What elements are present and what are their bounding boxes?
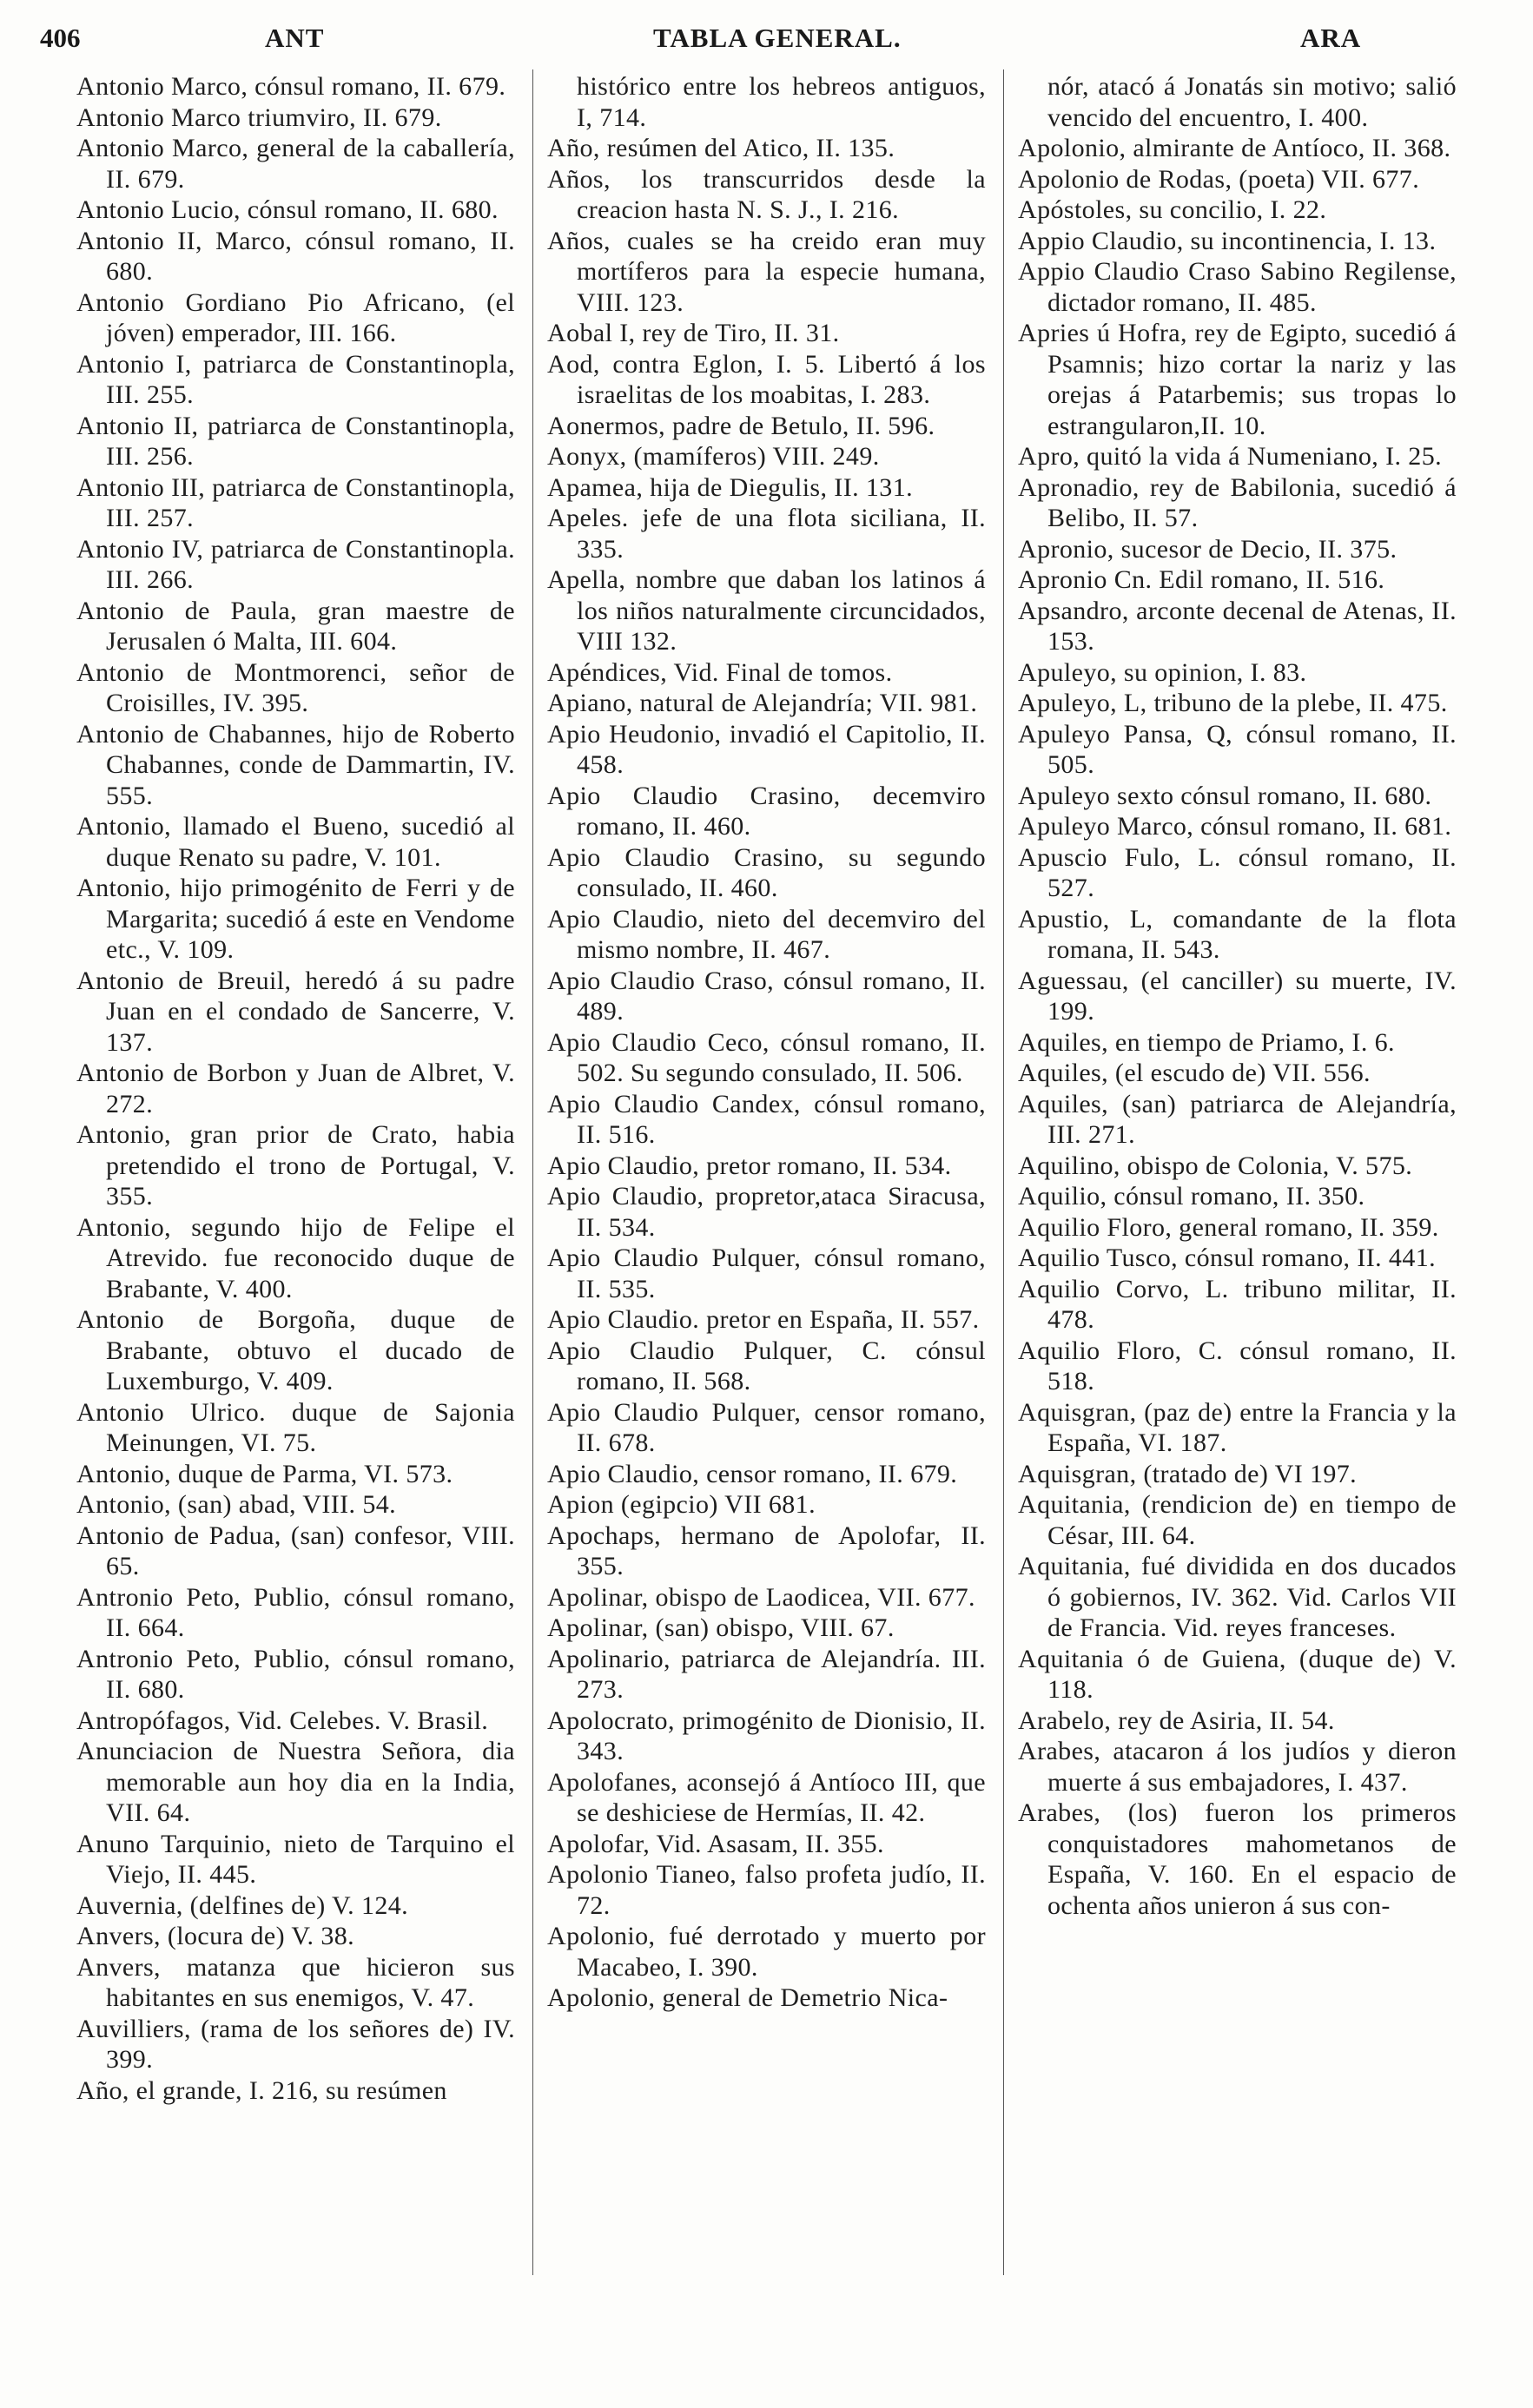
index-entry: Año, el grande, I. 216, su resúmen bbox=[76, 2075, 447, 2105]
index-entry: Apolonio, almirante de Antíoco, II. 368. bbox=[1018, 134, 1451, 162]
index-entry: Antronio Peto, Publio, cónsul romano, II. 664. bbox=[76, 1582, 515, 1642]
index-entry: Apeles. jefe de una flota siciliana, II. 335. bbox=[547, 504, 986, 564]
index-entry: Appio Claudio, su incontinencia, I. 13. bbox=[1018, 226, 1437, 255]
index-entry: Aod, contra Eglon, I. 5. Libertó á los israelitas de los moabitas, I. 283. bbox=[547, 349, 986, 409]
index-entry: Antonio Gordiano Pio Africano, (el jóven) emperador, III. 166. bbox=[76, 287, 515, 347]
index-entry: Apolonio de Rodas, (poeta) VII. 677. bbox=[1018, 164, 1420, 194]
index-entry: Antonio I, patriarca de Constantinopla, III. 255. bbox=[76, 349, 515, 409]
index-entry: Aquiles, (el escudo de) VII. 556. bbox=[1018, 1059, 1371, 1087]
index-entry: Aquisgran, (paz de) entre la Francia y la España, VI. 187. bbox=[1018, 1397, 1457, 1457]
index-entry: Antonio de Breuil, heredó á su padre Juan en el condado de Sancerre, V. 137. bbox=[76, 966, 515, 1057]
index-entry: Antonio, duque de Parma, VI. 573. bbox=[76, 1459, 453, 1488]
index-entry: Appio Claudio Craso Sabino Regilense, dictador romano, II. 485. bbox=[1018, 257, 1457, 317]
index-entry: Antonio II, patriarca de Constantinopla, III. 256. bbox=[76, 411, 515, 471]
index-entry: Apio Claudio, propretor,ataca Siracusa, II. 534. bbox=[547, 1182, 986, 1242]
index-entry: Antonio IV, patriarca de Constantinopla. III. 266. bbox=[76, 534, 515, 594]
index-entry: Aquilino, obispo de Colonia, V. 575. bbox=[1018, 1151, 1413, 1180]
index-entry: Apro, quitó la vida á Numeniano, I. 25. bbox=[1018, 442, 1442, 471]
index-entry: Aquitania, (rendicion de) en tiempo de César, III. 64. bbox=[1018, 1490, 1457, 1550]
index-entry: Aquilio Corvo, L. tribuno militar, II. 478. bbox=[1018, 1274, 1457, 1334]
index-entry: Aquiles, (san) patriarca de Alejandría, III. 271. bbox=[1018, 1089, 1457, 1149]
index-entry: Apochaps, hermano de Apolofar, II. 355. bbox=[547, 1521, 986, 1580]
index-entry: Apolocrato, primogénito de Dionisio, II. 343. bbox=[547, 1705, 986, 1765]
index-entry: Antropófagos, Vid. Celebes. V. Brasil. bbox=[76, 1705, 489, 1735]
index-entry: Antonio, (san) abad, VIII. 54. bbox=[76, 1490, 397, 1519]
index-entry: Apio Claudio, nieto del decemviro del mismo nombre, II. 467. bbox=[547, 904, 986, 964]
index-entry: Aquisgran, (tratado de) VI 197. bbox=[1018, 1459, 1358, 1488]
index-entry: Apustio, L, comandante de la flota romana, II. 543. bbox=[1018, 904, 1457, 964]
index-entry: Antronio Peto, Publio, cónsul romano, II. 680. bbox=[76, 1644, 515, 1704]
index-entry: Arabes, atacaron á los judíos y dieron muerte á sus embajadores, I. 437. bbox=[1018, 1737, 1457, 1797]
index-entry: Apuleyo Pansa, Q, cónsul romano, II. 505. bbox=[1018, 719, 1457, 779]
index-entry: Anvers, matanza que hicieron sus habitantes en sus enemigos, V. 47. bbox=[76, 1952, 515, 2012]
page-number: 406 bbox=[40, 23, 81, 53]
index-entry: Antonio Marco triumviro, II. 679. bbox=[76, 102, 442, 132]
index-column-3 bbox=[1018, 71, 1457, 1921]
running-head-left: ANT bbox=[265, 23, 325, 53]
index-entry: Apronio Cn. Edil romano, II. 516. bbox=[1018, 565, 1385, 594]
index-entry: Apsandro, arconte decenal de Atenas, II. 153. bbox=[1018, 596, 1457, 656]
index-entry: Anvers, (locura de) V. 38. bbox=[76, 1922, 355, 1950]
index-column-2 bbox=[547, 71, 986, 2014]
index-entry: Aobal I, rey de Tiro, II. 31. bbox=[547, 319, 840, 347]
index-entry: Años, cuales se ha creido eran muy mortíferos para la especie humana, VIII. 123. bbox=[547, 226, 986, 317]
index-entry-continued: histórico entre los hebreos antiguos, I, 714. bbox=[577, 72, 986, 132]
index-entry: Año, resúmen del Atico, II. 135. bbox=[547, 134, 895, 162]
index-entry: Antonio, segundo hijo de Felipe el Atrevido. fue reconocido duque de Brabante, V. 400. bbox=[76, 1212, 515, 1303]
index-entry: Apolonio Tianeo, falso profeta judío, II. 72. bbox=[547, 1860, 986, 1920]
running-head-right: ARA bbox=[1300, 23, 1362, 53]
index-entry: Apéndices, Vid. Final de tomos. bbox=[547, 657, 893, 687]
index-entry: Apries ú Hofra, rey de Egipto, sucedió á Psamnis; hizo cortar la nariz y las orejas á Patarbemis; sus tropas lo estrangularon,II. 10. bbox=[1018, 319, 1457, 440]
index-entry: Aguessau, (el canciller) su muerte, IV. 199. bbox=[1018, 966, 1457, 1026]
index-entry: Antonio de Borbon y Juan de Albret, V. 272. bbox=[76, 1059, 515, 1118]
index-entry: Apio Claudio Crasino, decemviro romano, II. 460. bbox=[547, 781, 986, 841]
index-entry: Apion (egipcio) VII 681. bbox=[547, 1490, 816, 1519]
column-rule bbox=[1003, 69, 1004, 2275]
index-entry: Apio Claudio, censor romano, II. 679. bbox=[547, 1459, 958, 1488]
index-entry: Antonio de Paula, gran maestre de Jerusalen ó Malta, III. 604. bbox=[76, 596, 515, 656]
index-entry: Antonio de Borgoña, duque de Brabante, obtuvo el ducado de Luxemburgo, V. 409. bbox=[76, 1305, 515, 1395]
index-entry: Apolonio, general de Demetrio Nica- bbox=[547, 1983, 948, 2012]
index-entry: Aonermos, padre de Betulo, II. 596. bbox=[547, 411, 935, 440]
index-entry: Aonyx, (mamíferos) VIII. 249. bbox=[547, 442, 880, 471]
index-entry: Apio Claudio Ceco, cónsul romano, II. 502. Su segundo consulado, II. 506. bbox=[547, 1027, 986, 1087]
index-entry: Antonio Marco, cónsul romano, II. 679. bbox=[76, 72, 506, 101]
index-entry: Apolinar, (san) obispo, VIII. 67. bbox=[547, 1613, 895, 1642]
index-entry: Aquilio Floro, general romano, II. 359. bbox=[1018, 1212, 1439, 1242]
index-entry: Apio Claudio Pulquer, cónsul romano, II. 535. bbox=[547, 1244, 986, 1303]
index-entry: Antonio de Montmorenci, señor de Croisilles, IV. 395. bbox=[76, 657, 515, 717]
index-entry: Apolonio, fué derrotado y muerto por Macabeo, I. 390. bbox=[547, 1922, 986, 1982]
index-entry: Apronio, sucesor de Decio, II. 375. bbox=[1018, 534, 1398, 564]
index-entry: Anuno Tarquinio, nieto de Tarquino el Viejo, II. 445. bbox=[76, 1829, 515, 1889]
index-entry: Apella, nombre que daban los latinos á los niños naturalmente circuncidados, VIII 132. bbox=[547, 565, 986, 656]
index-entry: Antonio, hijo primogénito de Ferri y de Margarita; sucedió á este en Vendome etc., V. 109. bbox=[76, 874, 515, 964]
index-entry: Apolinario, patriarca de Alejandría. III. 273. bbox=[547, 1644, 986, 1704]
index-entry-continued: nór, atacó á Jonatás sin motivo; salió vencido del encuentro, I. 400. bbox=[1047, 72, 1457, 132]
index-entry: Años, los transcurridos desde la creacion hasta N. S. J., I. 216. bbox=[547, 164, 986, 224]
index-entry: Aquilio Floro, C. cónsul romano, II. 518. bbox=[1018, 1336, 1457, 1395]
index-entry: Apronadio, rey de Babilonia, sucedió á Belibo, II. 57. bbox=[1018, 472, 1457, 532]
index-column-1 bbox=[76, 71, 515, 2106]
index-entry: Aquilio Tusco, cónsul romano, II. 441. bbox=[1018, 1244, 1437, 1272]
index-entry: Apamea, hija de Diegulis, II. 131. bbox=[547, 472, 913, 502]
index-entry: Antonio Marco, general de la caballería, II. 679. bbox=[76, 134, 515, 194]
index-entry: Antonio Ulrico. duque de Sajonia Meinungen, VI. 75. bbox=[76, 1397, 515, 1457]
index-entry: Apuleyo, su opinion, I. 83. bbox=[1018, 657, 1307, 687]
index-entry: Apolinar, obispo de Laodicea, VII. 677. bbox=[547, 1582, 975, 1612]
index-entry: Apóstoles, su concilio, I. 22. bbox=[1018, 195, 1327, 224]
index-entry: Aquitania, fué dividida en dos ducados ó gobiernos, IV. 362. Vid. Carlos VII de Francia. Vid. reyes franceses. bbox=[1018, 1552, 1457, 1642]
index-entry: Apolofanes, aconsejó á Antíoco III, que se deshiciese de Hermías, II. 42. bbox=[547, 1767, 986, 1827]
index-entry: Apolofar, Vid. Asasam, II. 355. bbox=[547, 1829, 884, 1858]
index-entry: Arabelo, rey de Asiria, II. 54. bbox=[1018, 1705, 1335, 1735]
index-entry: Apuscio Fulo, L. cónsul romano, II. 527. bbox=[1018, 842, 1457, 902]
index-entry: Antonio de Padua, (san) confesor, VIII. 65. bbox=[76, 1521, 515, 1580]
index-entry: Apuleyo sexto cónsul romano, II. 680. bbox=[1018, 781, 1432, 810]
index-entry: Aquiles, en tiempo de Priamo, I. 6. bbox=[1018, 1027, 1395, 1057]
index-entry: Auvernia, (delfines de) V. 124. bbox=[76, 1890, 409, 1920]
index-entry: Apio Heudonio, invadió el Capitolio, II. 458. bbox=[547, 719, 986, 779]
column-rule bbox=[532, 69, 533, 2275]
index-entry: Apiano, natural de Alejandría; VII. 981. bbox=[547, 689, 978, 717]
index-entry: Arabes, (los) fueron los primeros conquistadores mahometanos de España, V. 160. En el espacio de ochenta años unieron á sus con- bbox=[1018, 1798, 1457, 1920]
index-entry: Antonio de Chabannes, hijo de Roberto Chabannes, conde de Dammartin, IV. 555. bbox=[76, 719, 515, 810]
index-entry: Apio Claudio Craso, cónsul romano, II. 489. bbox=[547, 966, 986, 1026]
page-title: TABLA GENERAL. bbox=[653, 23, 902, 53]
index-entry: Apio Claudio Pulquer, censor romano, II. 678. bbox=[547, 1397, 986, 1457]
index-entry: Antonio, gran prior de Crato, habia pretendido el trono de Portugal, V. 355. bbox=[76, 1120, 515, 1211]
index-entry: Auvilliers, (rama de los señores de) IV. 399. bbox=[76, 2014, 515, 2074]
index-entry: Apio Claudio Pulquer, C. cónsul romano, II. 568. bbox=[547, 1336, 986, 1395]
index-entry: Apuleyo, L, tribuno de la plebe, II. 475. bbox=[1018, 689, 1448, 717]
index-entry: Antonio II, Marco, cónsul romano, II. 680. bbox=[76, 226, 515, 286]
index-entry: Apio Claudio Candex, cónsul romano, II. 516. bbox=[547, 1089, 986, 1149]
index-entry: Aquitania ó de Guiena, (duque de) V. 118. bbox=[1018, 1644, 1457, 1704]
index-entry: Apio Claudio Crasino, su segundo consulado, II. 460. bbox=[547, 842, 986, 902]
index-entry: Antonio Lucio, cónsul romano, II. 680. bbox=[76, 195, 499, 224]
index-entry: Anunciacion de Nuestra Señora, dia memorable aun hoy dia en la India, VII. 64. bbox=[76, 1737, 515, 1827]
index-entry: Apio Claudio. pretor en España, II. 557. bbox=[547, 1305, 980, 1334]
index-entry: Apio Claudio, pretor romano, II. 534. bbox=[547, 1151, 952, 1180]
index-entry: Aquilio, cónsul romano, II. 350. bbox=[1018, 1182, 1365, 1211]
index-entry: Antonio, llamado el Bueno, sucedió al duque Renato su padre, V. 101. bbox=[76, 812, 515, 872]
index-entry: Antonio III, patriarca de Constantinopla, III. 257. bbox=[76, 472, 515, 532]
index-entry: Apuleyo Marco, cónsul romano, II. 681. bbox=[1018, 812, 1452, 841]
